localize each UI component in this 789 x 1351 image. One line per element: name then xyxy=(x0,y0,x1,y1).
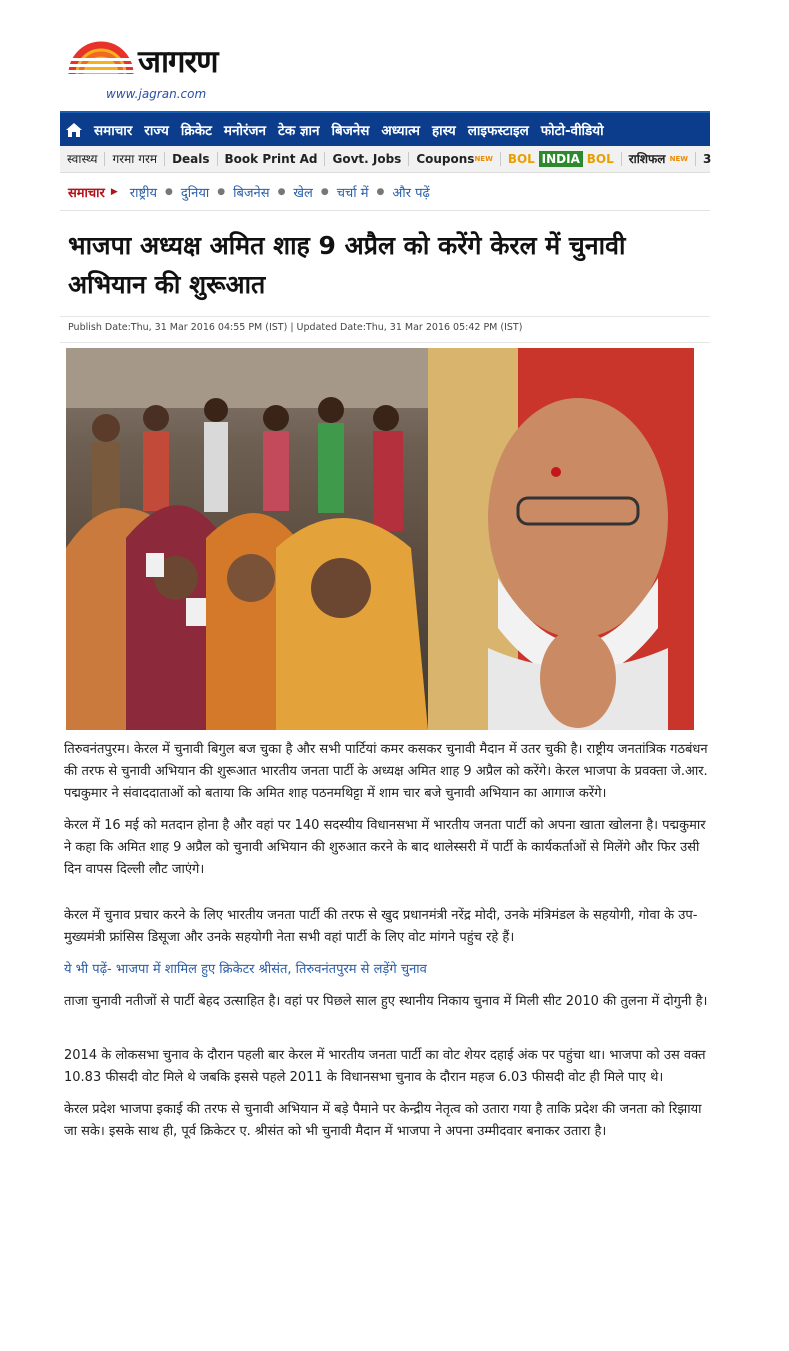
article-body xyxy=(64,739,710,1153)
related-article-link[interactable]: ये भी पढ़ें- भाजपा में शामिल हुए क्रिकेटर श्रीसंत, तिरुवनंतपुरम से लड़ेंगे चुनाव xyxy=(64,962,427,977)
subnav-item[interactable]: Book Print Ad xyxy=(218,152,326,166)
nav-item[interactable]: मनोरंजन xyxy=(223,122,267,139)
article-dates: Publish Date:Thu, 31 Mar 2016 04:55 PM (IST) | Updated Date:Thu, 31 Mar 2016 05:42 PM (IST) xyxy=(68,322,523,333)
subnav-item[interactable]: स्वास्थ्य xyxy=(60,152,105,166)
bol-label: BOL xyxy=(586,152,614,166)
breadcrumb-link[interactable]: खेल xyxy=(293,186,313,201)
breadcrumb xyxy=(68,183,430,201)
nav-item[interactable]: लाइफस्टाइल xyxy=(467,122,529,139)
divider xyxy=(60,210,710,211)
site-logo[interactable] xyxy=(68,38,268,101)
site-url[interactable]: www.jagran.com xyxy=(106,87,207,101)
india-label: INDIA xyxy=(539,151,583,167)
subnav-item[interactable]: गरमा गरम xyxy=(105,152,165,166)
nav-item[interactable]: बिजनेस xyxy=(331,122,370,139)
nav-item[interactable]: हास्य xyxy=(431,122,456,139)
nav-item[interactable]: क्रिकेट xyxy=(180,122,212,139)
nav-item[interactable]: फोटो-वीडियो xyxy=(540,122,604,139)
nav-item[interactable]: समाचार xyxy=(94,122,133,139)
home-icon[interactable] xyxy=(60,113,88,146)
sub-nav xyxy=(60,146,710,173)
article-headline: भाजपा अध्यक्ष अमित शाह 9 अप्रैल को करेंगे केरल में चुनावी अभियान की शुरूआत xyxy=(68,231,626,299)
chevron-right-icon: ▶ xyxy=(110,187,118,197)
nav-item[interactable]: अध्यात्म xyxy=(381,122,420,139)
breadcrumb-link[interactable]: चर्चा में xyxy=(336,186,369,201)
article-paragraph: तिरुवनंतपुरम। केरल में चुनावी बिगुल बज चुका है और सभी पार्टियां कमर कसकर चुनावी मैदान में उतर चुकी है। राष्ट्रीय जनतांत्रिक गठबंधन की तरफ से चुनावी अभियान की शुरूआत भारतीय जनता पार्टी के अध्यक्ष अमित शाह 9 अप्रैल को करेंगे। केरल भाजपा के प्रवक्ता जे.आर. पद्मकुमार ने संवाददाताओं को बताया कि अमित शाह पठनमथिट्टा में शाम चार बजे चुनावी अभियान का आगाज करेंगे। xyxy=(64,742,708,801)
bullet-icon: ● xyxy=(164,187,173,197)
rashifal-label: राशिफल xyxy=(628,152,666,166)
subnav-item-bol-india-bol[interactable] xyxy=(501,152,622,166)
new-badge: NEW xyxy=(669,155,688,163)
article-paragraph: ताजा चुनावी नतीजों से पार्टी बेहद उत्साहित है। वहां पर पिछले साल हुए स्थानीय निकाय चुनाव में मिली सीट 2010 की तुलना में दोगुनी है। xyxy=(64,994,708,1009)
article-paragraph: 2014 के लोकसभा चुनाव के दौरान पहली बार केरल में भारतीय जनता पार्टी का वोट शेयर दहाई अंक पर पहुंचा था। भाजपा को उस वक्त 10.83 फीसदी वोट मिले थे जबकि इससे पहले 2011 के विधानसभा चुनाव के दौरान महज 6.03 फीसदी वोट ही मिले पाए थे। xyxy=(64,1048,706,1085)
subnav-item-coupons[interactable] xyxy=(409,152,501,166)
subnav-item-more[interactable]: 3 xyxy=(702,152,712,166)
voters-queue-photo xyxy=(66,348,428,730)
bol-label: BOL xyxy=(507,152,535,166)
article-paragraph: केरल में 16 मई को मतदान होना है और वहां पर 140 सदस्यीय विधानसभा में भारतीय जनता पार्टी को अपना खाता खोलना है। पद्मकुमार ने कहा कि अमित शाह 9 अप्रैल को चुनावी अभियान की शुरुआत करने के बाद थालेस्सरी में पार्टी के कार्यकर्ताओं से मिलेंगे और फिर उसी दिन वापस दिल्ली लौट जाएंगे। xyxy=(64,818,706,877)
bullet-icon: ● xyxy=(320,187,329,197)
breadcrumb-link[interactable]: दुनिया xyxy=(180,186,210,201)
nav-item[interactable]: राज्य xyxy=(144,122,169,139)
subnav-item-rashifal[interactable] xyxy=(622,152,696,166)
subnav-item[interactable]: Deals xyxy=(165,152,217,166)
breadcrumb-link[interactable]: बिजनेस xyxy=(233,186,270,201)
divider xyxy=(60,342,710,343)
article-paragraph: केरल प्रदेश भाजपा इकाई की तरफ से चुनावी अभियान में बड़े पैमाने पर केन्द्रीय नेतृत्व को उतारा गया है ताकि प्रदेश की जनता को रिझाया जा सके। इसके साथ ही, पूर्व क्रिकेटर ए. श्रीसंत को भी चुनावी मैदान में भाजपा ने अपना उम्मीदवार बनाकर उतारा है। xyxy=(64,1102,702,1139)
nav-item[interactable]: टेक ज्ञान xyxy=(278,122,320,139)
main-nav xyxy=(60,111,710,146)
politician-photo xyxy=(428,348,694,730)
subnav-item[interactable]: Govt. Jobs xyxy=(325,152,409,166)
bullet-icon: ● xyxy=(217,187,226,197)
new-badge: NEW xyxy=(474,155,493,163)
breadcrumb-link[interactable]: राष्ट्रीय xyxy=(129,186,157,201)
article-paragraph: केरल में चुनाव प्रचार करने के लिए भारतीय जनता पार्टी की तरफ से खुद प्रधानमंत्री नरेंद्र मोदी, उनके मंत्रिमंडल के सहयोगी, गोवा के उप-मुख्यमंत्री फ्रांसिस डिसूजा और उनके सहयोगी नेता सभी वहां पार्टी के लिए वोट मांगने पहुंच रहे हैं। xyxy=(64,908,698,945)
sun-logo-icon xyxy=(68,38,134,76)
bullet-icon: ● xyxy=(277,187,286,197)
coupons-label: Coupons xyxy=(416,152,475,166)
breadcrumb-home[interactable]: समाचार xyxy=(68,186,105,201)
logo-text: जागरण xyxy=(138,44,218,80)
bullet-icon: ● xyxy=(376,187,385,197)
breadcrumb-link[interactable]: और पढ़ें xyxy=(392,186,430,201)
article-image xyxy=(66,348,694,730)
divider xyxy=(60,316,710,317)
